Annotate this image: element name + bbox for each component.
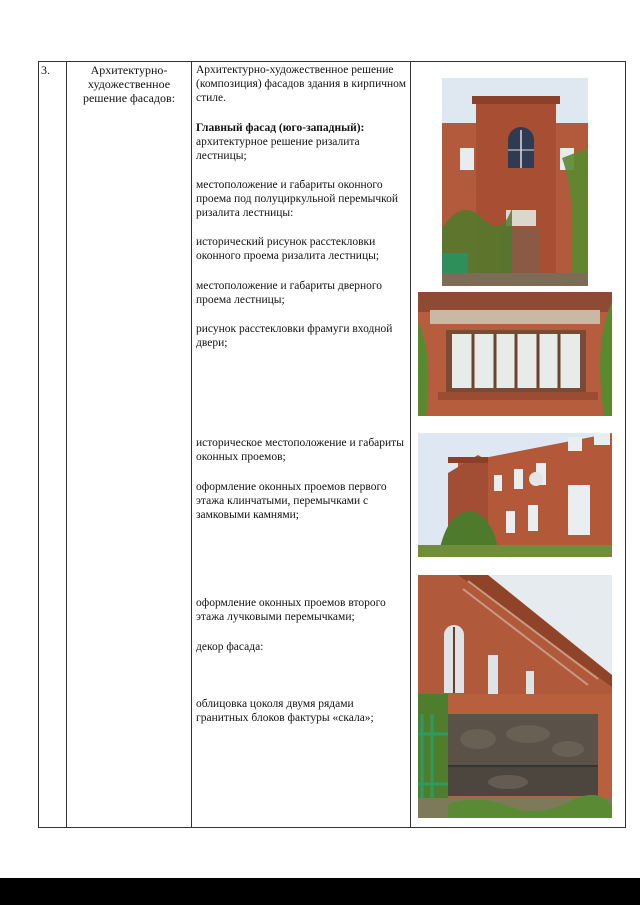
section-title: Архитектурно-художественное решение фасадов: (82, 63, 176, 105)
facade-item: декор фасада: (196, 641, 264, 653)
column-divider (66, 61, 67, 828)
facade-item: оформление оконных проемов второго этажа лучковыми перемычками; (196, 597, 386, 623)
column-divider (410, 61, 411, 828)
facade-item: облицовка цоколя двумя рядами гранитных блоков фактуры «скала»; (196, 698, 374, 724)
facade-item: местоположение и габариты оконного проема под полуциркульной перемычкой ризалита лестницы: (196, 179, 399, 219)
scan-bottom-edge (0, 878, 640, 905)
facade-item: рисунок расстекловки фрамуги входной двери; (196, 323, 393, 349)
cornice-decor-photo (418, 575, 612, 694)
facade-windows-photo (418, 433, 612, 557)
door-transom-photo (418, 292, 612, 416)
stair-risalit-photo (442, 78, 588, 286)
column-divider (191, 61, 192, 828)
facade-item: местоположение и габариты дверного проема лестницы; (196, 280, 383, 306)
intro-text: Архитектурно-художественное решение (композиция) фасадов здания в кирпичном стиле. (196, 64, 406, 104)
row-number: 3. (41, 63, 50, 77)
granite-plinth-photo (418, 694, 612, 818)
facade-item: исторический рисунок расстекловки оконного проема ризалита лестницы; (196, 236, 380, 262)
facade-item: историческое местоположение и габариты оконных проемов; (196, 437, 404, 463)
facade-item: оформление оконных проемов первого этажа клинчатыми, перемычками с замковыми камнями; (196, 481, 387, 521)
main-facade-heading: Главный фасад (юго-западный): (196, 122, 365, 134)
facade-item: архитектурное решение ризалита лестницы; (196, 136, 360, 162)
